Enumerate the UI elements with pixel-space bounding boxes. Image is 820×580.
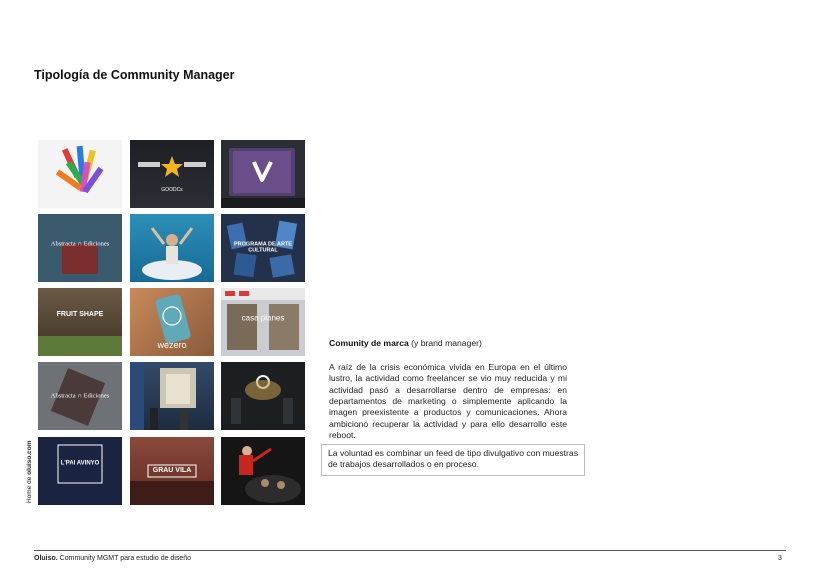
gallery-tile-grau-vila (130, 437, 214, 505)
tile-caption: GOODCs (161, 187, 183, 194)
gallery-tile-casa-planes (221, 288, 305, 356)
tile-caption: GRAU VILA (152, 466, 192, 474)
tile-caption: wezero (157, 339, 187, 350)
section-heading (329, 338, 567, 348)
tile-caption: PROGRAMA DE ARTE CULTURAL (234, 241, 292, 254)
gallery-tile-avinyo (38, 437, 122, 505)
gallery-tile-wezero (130, 288, 214, 356)
footer (34, 555, 191, 562)
footer-rule (34, 550, 786, 551)
section-heading-bold: Comunity de marca (329, 338, 409, 348)
gallery-tile-fruit-shape (38, 288, 122, 356)
gallery-tile-abstracta-cinco (38, 362, 122, 430)
tile-caption: FRUIT SHAPE (56, 311, 104, 319)
gallery-tile-markers (38, 140, 122, 208)
gallery-tile-gallery-event (221, 362, 305, 430)
footer-brand: Oluiso. (34, 555, 58, 562)
footer-text: Community MGMT para estudio de diseño (57, 555, 192, 562)
tile-caption: Abstracta ∩ Ediciones (50, 240, 110, 248)
side-note (26, 441, 33, 504)
section-paragraph: A raíz de la crisis económica vivida en Europa en el último lustro, la actividad como freelancer se vio muy reducida y mi actividad pasó a desarrollarse dentro de empresas: en departamentos de marketing o simplemente aplicando la imagen preexistente a productos y comunicaciones. Ahora ambiciono recuperar la actividad y para ello desarrollo este reboot. (329, 362, 567, 441)
side-note-prefix: Home de (26, 474, 33, 503)
gallery-tile-balloon-man (130, 214, 214, 282)
page-number: 3 (778, 555, 782, 562)
section-heading-rest: (y brand manager) (408, 338, 482, 348)
page-title: Tipología de Community Manager (34, 68, 235, 82)
image-gallery (38, 140, 306, 506)
gallery-tile-laptop (221, 140, 305, 208)
tile-caption: Abstracta ∩ Ediciones (50, 392, 110, 400)
gallery-tile-arcade-street (130, 362, 214, 430)
boxed-note: La voluntad es combinar un feed de tipo divulgativo con muestras de trabajos desarrollados o en proceso. (321, 444, 585, 476)
gallery-tile-goodcs (130, 140, 214, 208)
tile-caption: casa planes (241, 313, 285, 323)
gallery-tile-barcelona-dance (221, 437, 305, 505)
gallery-tile-programa (221, 214, 305, 282)
side-note-domain: oluiso.com (26, 440, 33, 475)
tile-caption: L'PAI AVINYO (60, 460, 100, 467)
section-comunity-marca (329, 338, 567, 441)
gallery-tile-abstracta-book (38, 214, 122, 282)
